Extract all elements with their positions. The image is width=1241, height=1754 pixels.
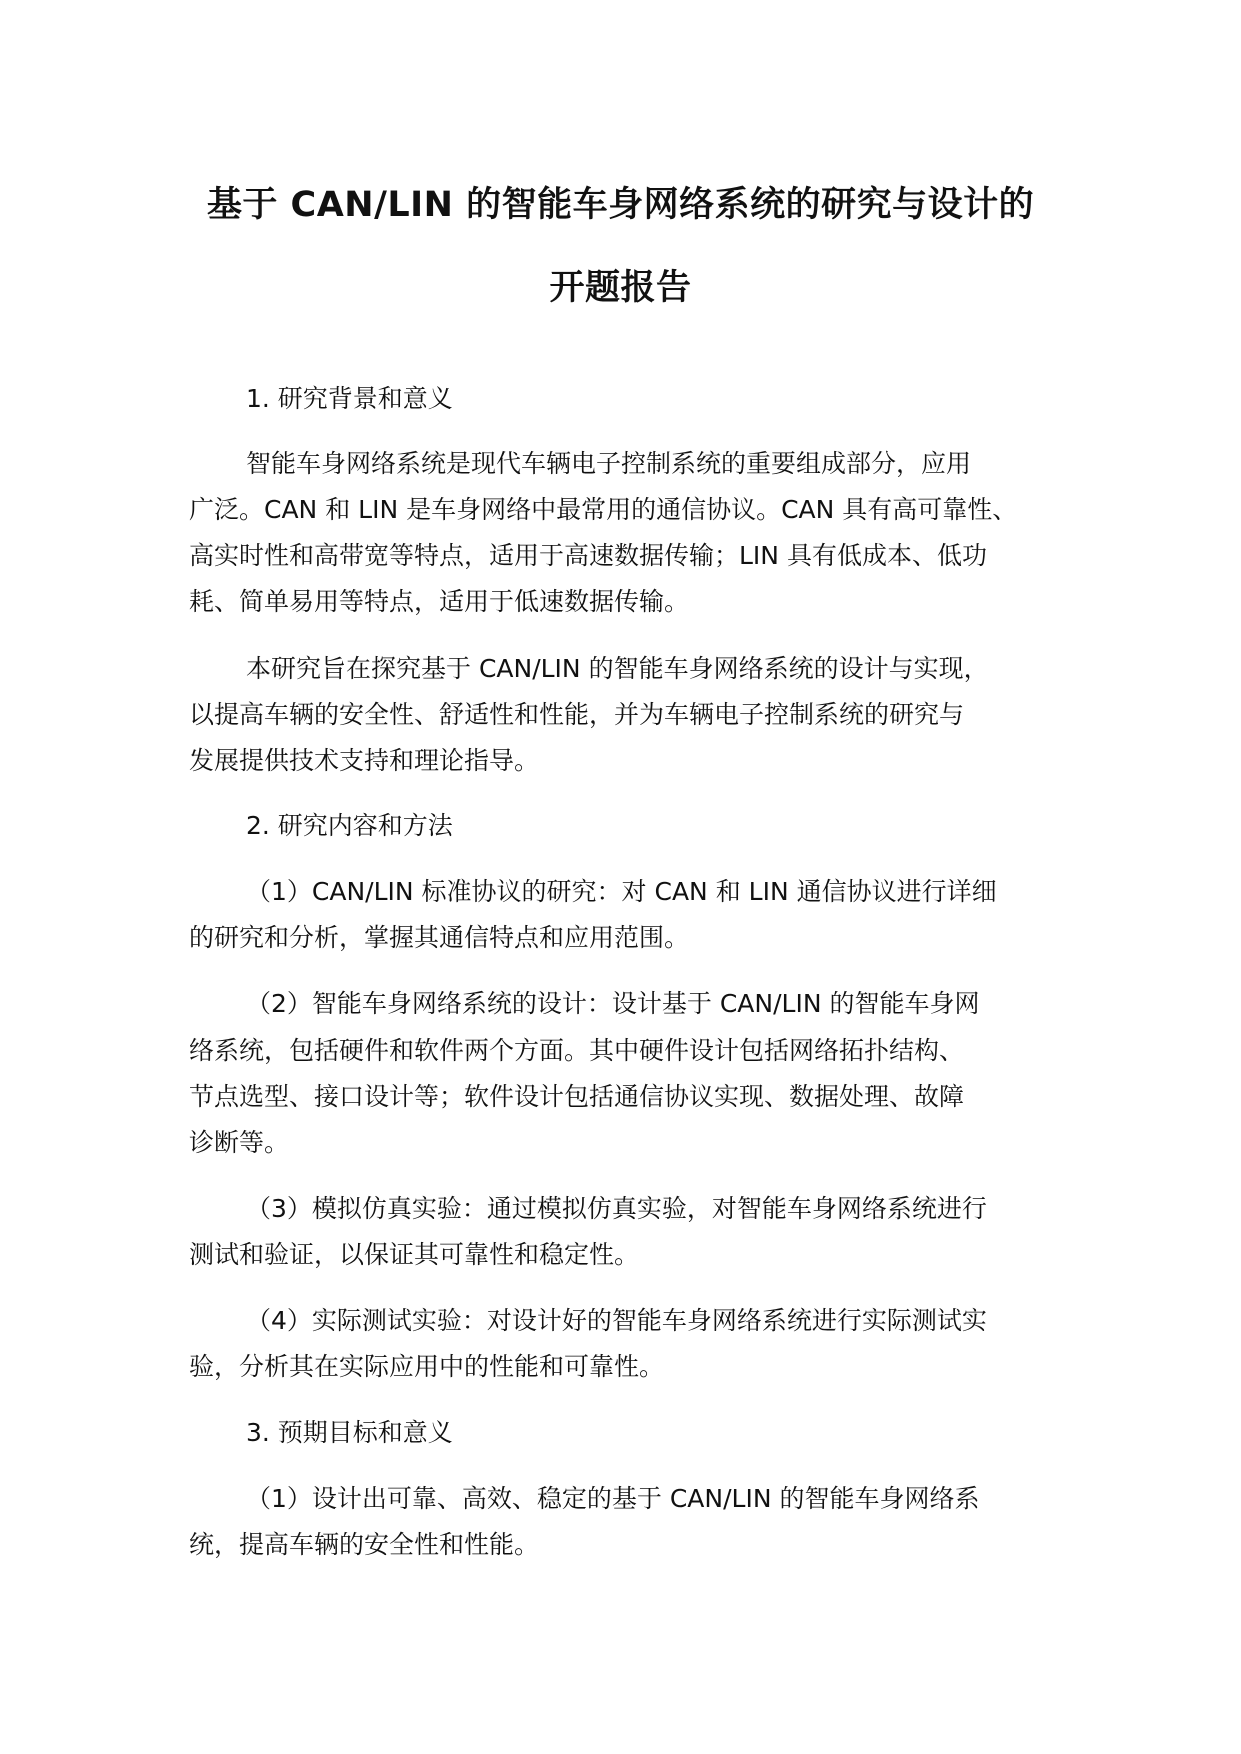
paragraph-line: 智能车身网络系统是现代车辆电子控制系统的重要组成部分，应用 xyxy=(246,449,972,478)
paragraph-line: 统，提高车辆的安全性和性能。 xyxy=(189,1530,540,1559)
section-heading-background: 1. 研究背景和意义 xyxy=(246,384,453,413)
paragraph-line: 络系统，包括硬件和软件两个方面。其中硬件设计包括网络拓扑结构、 xyxy=(189,1036,965,1065)
paragraph-line: 测试和验证，以保证其可靠性和稳定性。 xyxy=(189,1240,640,1269)
paragraph-line: 的研究和分析，掌握其通信特点和应用范围。 xyxy=(189,923,690,952)
paragraph-line: 广泛。CAN 和 LIN 是车身网络中最常用的通信协议。CAN 具有高可靠性、 xyxy=(189,495,1018,524)
paragraph-line: 节点选型、接口设计等；软件设计包括通信协议实现、数据处理、故障 xyxy=(189,1082,965,1111)
paragraph-line: 验，分析其在实际应用中的性能和可靠性。 xyxy=(189,1352,665,1381)
section-heading-goals: 3. 预期目标和意义 xyxy=(246,1418,453,1447)
document-title-line-2: 开题报告 xyxy=(549,268,692,308)
paragraph-line: 诊断等。 xyxy=(189,1128,290,1157)
paragraph-line: （4）实际测试实验：对设计好的智能车身网络系统进行实际测试实 xyxy=(246,1306,987,1335)
paragraph-line: （2）智能车身网络系统的设计：设计基于 CAN/LIN 的智能车身网 xyxy=(246,989,980,1018)
paragraph-line: （1）CAN/LIN 标准协议的研究：对 CAN 和 LIN 通信协议进行详细 xyxy=(246,877,997,906)
paragraph-line: （3）模拟仿真实验：通过模拟仿真实验，对智能车身网络系统进行 xyxy=(246,1194,987,1223)
document-title-line-1: 基于 CAN/LIN 的智能车身网络系统的研究与设计的 xyxy=(206,185,1035,225)
paragraph-line: 以提高车辆的安全性、舒适性和性能，并为车辆电子控制系统的研究与 xyxy=(189,700,965,729)
section-heading-content-methods: 2. 研究内容和方法 xyxy=(246,811,453,840)
paragraph-line: 本研究旨在探究基于 CAN/LIN 的智能车身网络系统的设计与实现， xyxy=(246,654,989,683)
paragraph-line: （1）设计出可靠、高效、稳定的基于 CAN/LIN 的智能车身网络系 xyxy=(246,1484,980,1513)
paragraph-line: 发展提供技术支持和理论指导。 xyxy=(189,746,540,775)
paragraph-line: 耗、简单易用等特点，适用于低速数据传输。 xyxy=(189,587,690,616)
paragraph-line: 高实时性和高带宽等特点，适用于高速数据传输；LIN 具有低成本、低功 xyxy=(189,541,987,570)
